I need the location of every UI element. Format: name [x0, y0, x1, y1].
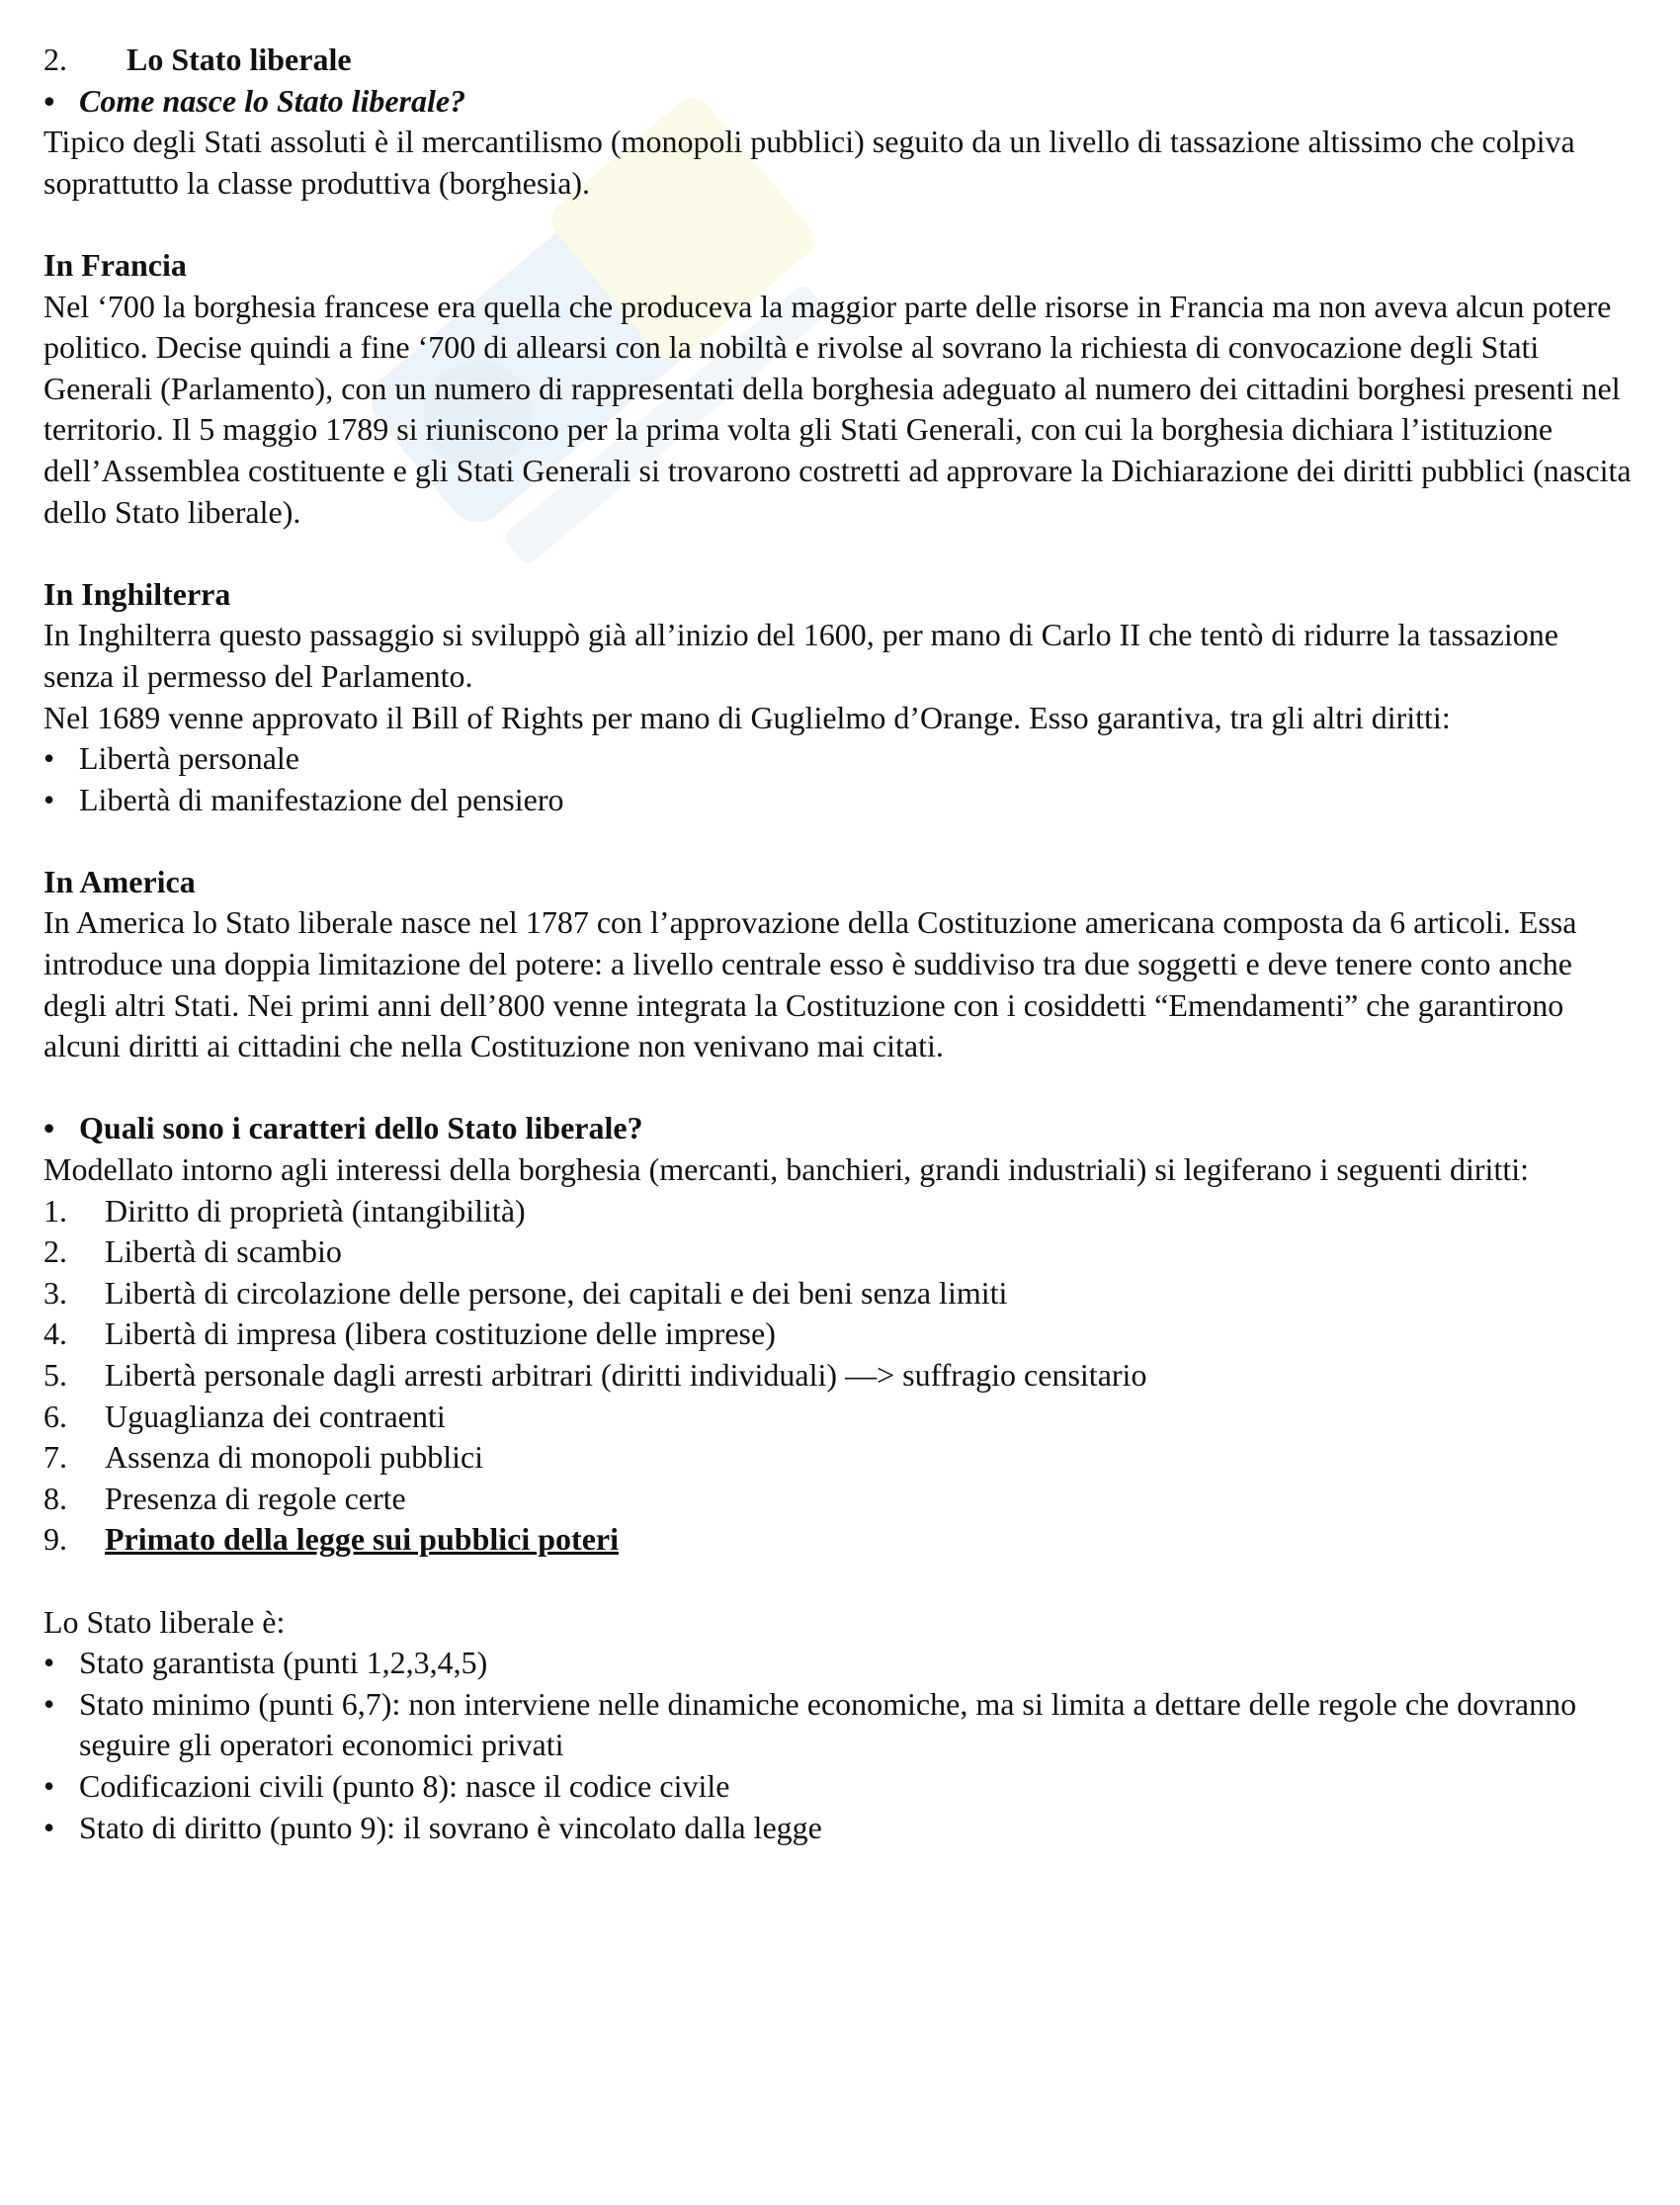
numbered-item [43, 1437, 1635, 1479]
item-text-emphasis: Primato della legge sui pubblici poteri [105, 1521, 619, 1558]
item-number: 3. [43, 1274, 67, 1311]
list-item: • Stato di diritto (punto 9): il sovrano è vincolato dalla legge [43, 1808, 1635, 1849]
item-text: Diritto di proprietà (intangibilità) [105, 1192, 526, 1229]
item-number: 6. [43, 1398, 67, 1434]
numbered-item [43, 1314, 1635, 1355]
heading-francia: In Francia [43, 246, 187, 283]
item-number: 5. [43, 1357, 67, 1393]
item-text: Assenza di monopoli pubblici [105, 1439, 484, 1476]
item-text: Libertà di impresa (libera costituzione delle imprese) [105, 1315, 776, 1352]
numbered-item [43, 1231, 1635, 1273]
item-text: Libertà di scambio [105, 1233, 342, 1270]
list-item: • Stato garantista (punti 1,2,3,4,5) [43, 1643, 1635, 1684]
item-number: 9. [43, 1521, 67, 1558]
numbered-item [43, 1273, 1635, 1315]
item-text: Libertà di circolazione delle persone, dei capitali e dei beni senza limiti [105, 1274, 1008, 1311]
item-number: 1. [43, 1192, 67, 1229]
heading-america: In America [43, 863, 196, 899]
numbered-item [43, 1397, 1635, 1438]
numbered-item [43, 1355, 1635, 1397]
item-text: Presenza di regole certe [105, 1480, 406, 1516]
item-text: Libertà personale dagli arresti arbitrari (diritti individuali) —> suffragio censitario [105, 1357, 1147, 1393]
paragraph-caratteri: Modellato intorno agli interessi della borghesia (mercanti, banchieri, grandi industriali) si legiferano i seguenti diritti: [43, 1151, 1529, 1188]
numbered-item [43, 1519, 1635, 1561]
intro-paragraph: Tipico degli Stati assoluti è il mercantilismo (monopoli pubblici) seguito da un livello di tassazione altissimo che colpiva soprattutto la classe produttiva (borghesia). [43, 124, 1575, 201]
section-number: 2. [43, 42, 67, 77]
section-heading [43, 40, 1635, 81]
numbered-item [43, 1191, 1635, 1232]
question-heading-1: • Come nasce lo Stato liberale? [43, 81, 1635, 123]
heading-inghilterra: In Inghilterra [43, 575, 231, 612]
paragraph-francia: Nel ‘700 la borghesia francese era quella che produceva la maggior parte delle risorse in Francia ma non aveva alcun potere politico. Decise quindi a fine ‘700 di allearsi con la nobiltà e rivolse al sovrano la richiesta di convocazione degli Stati Generali (Parlamento), con un numero di rappresentati della borghesia adeguato al numero dei cittadini borghesi presenti nel territorio. Il 5 maggio 1789 si riuniscono per la prima volta gli Stati Generali, con cui la borghesia dichiara l’istituzione dell’Assemblea costituente e gli Stati Generali si trovarono costretti ad approvare la Dichiarazione dei diritti pubblici (nascita dello Stato liberale). [43, 288, 1632, 530]
item-number: 8. [43, 1480, 67, 1516]
stato-label: Lo Stato liberale è: [43, 1603, 286, 1640]
numbered-item [43, 1479, 1635, 1520]
item-number: 7. [43, 1439, 67, 1476]
list-item: • Libertà personale [43, 738, 1635, 780]
paragraph-america: In America lo Stato liberale nasce nel 1787 con l’approvazione della Costituzione americana composta da 6 articoli. Essa introduce una doppia limitazione del potere: a livello centrale esso è suddiviso tra due soggetti e deve tenere conto anche degli altri Stati. Nei primi anni dell’800 venne integrata la Costituzione con i cosiddetti “Emendamenti” che garantirono alcuni diritti ai cittadini che nella Costituzione non venivano mai citati. [43, 904, 1577, 1064]
list-item: • Stato minimo (punti 6,7): non interviene nelle dinamiche economiche, ma si limita a dettare delle regole che dovranno seguire gli operatori economici privati [43, 1684, 1635, 1766]
document-page [43, 40, 1635, 1848]
section-title: Lo Stato liberale [126, 42, 352, 77]
item-number: 2. [43, 1233, 67, 1270]
question-heading-2: • Quali sono i caratteri dello Stato liberale? [43, 1108, 1635, 1149]
paragraph-inghilterra-1: In Inghilterra questo passaggio si sviluppò già all’inizio del 1600, per mano di Carlo II che tentò di ridurre la tassazione senza il permesso del Parlamento. [43, 617, 1558, 694]
paragraph-inghilterra-2: Nel 1689 venne approvato il Bill of Rights per mano di Guglielmo d’Orange. Esso garantiva, tra gli altri diritti: [43, 699, 1451, 735]
item-text: Uguaglianza dei contraenti [105, 1398, 446, 1434]
list-item: • Codificazioni civili (punto 8): nasce il codice civile [43, 1766, 1635, 1808]
item-number: 4. [43, 1315, 67, 1352]
list-item: • Libertà di manifestazione del pensiero [43, 780, 1635, 821]
